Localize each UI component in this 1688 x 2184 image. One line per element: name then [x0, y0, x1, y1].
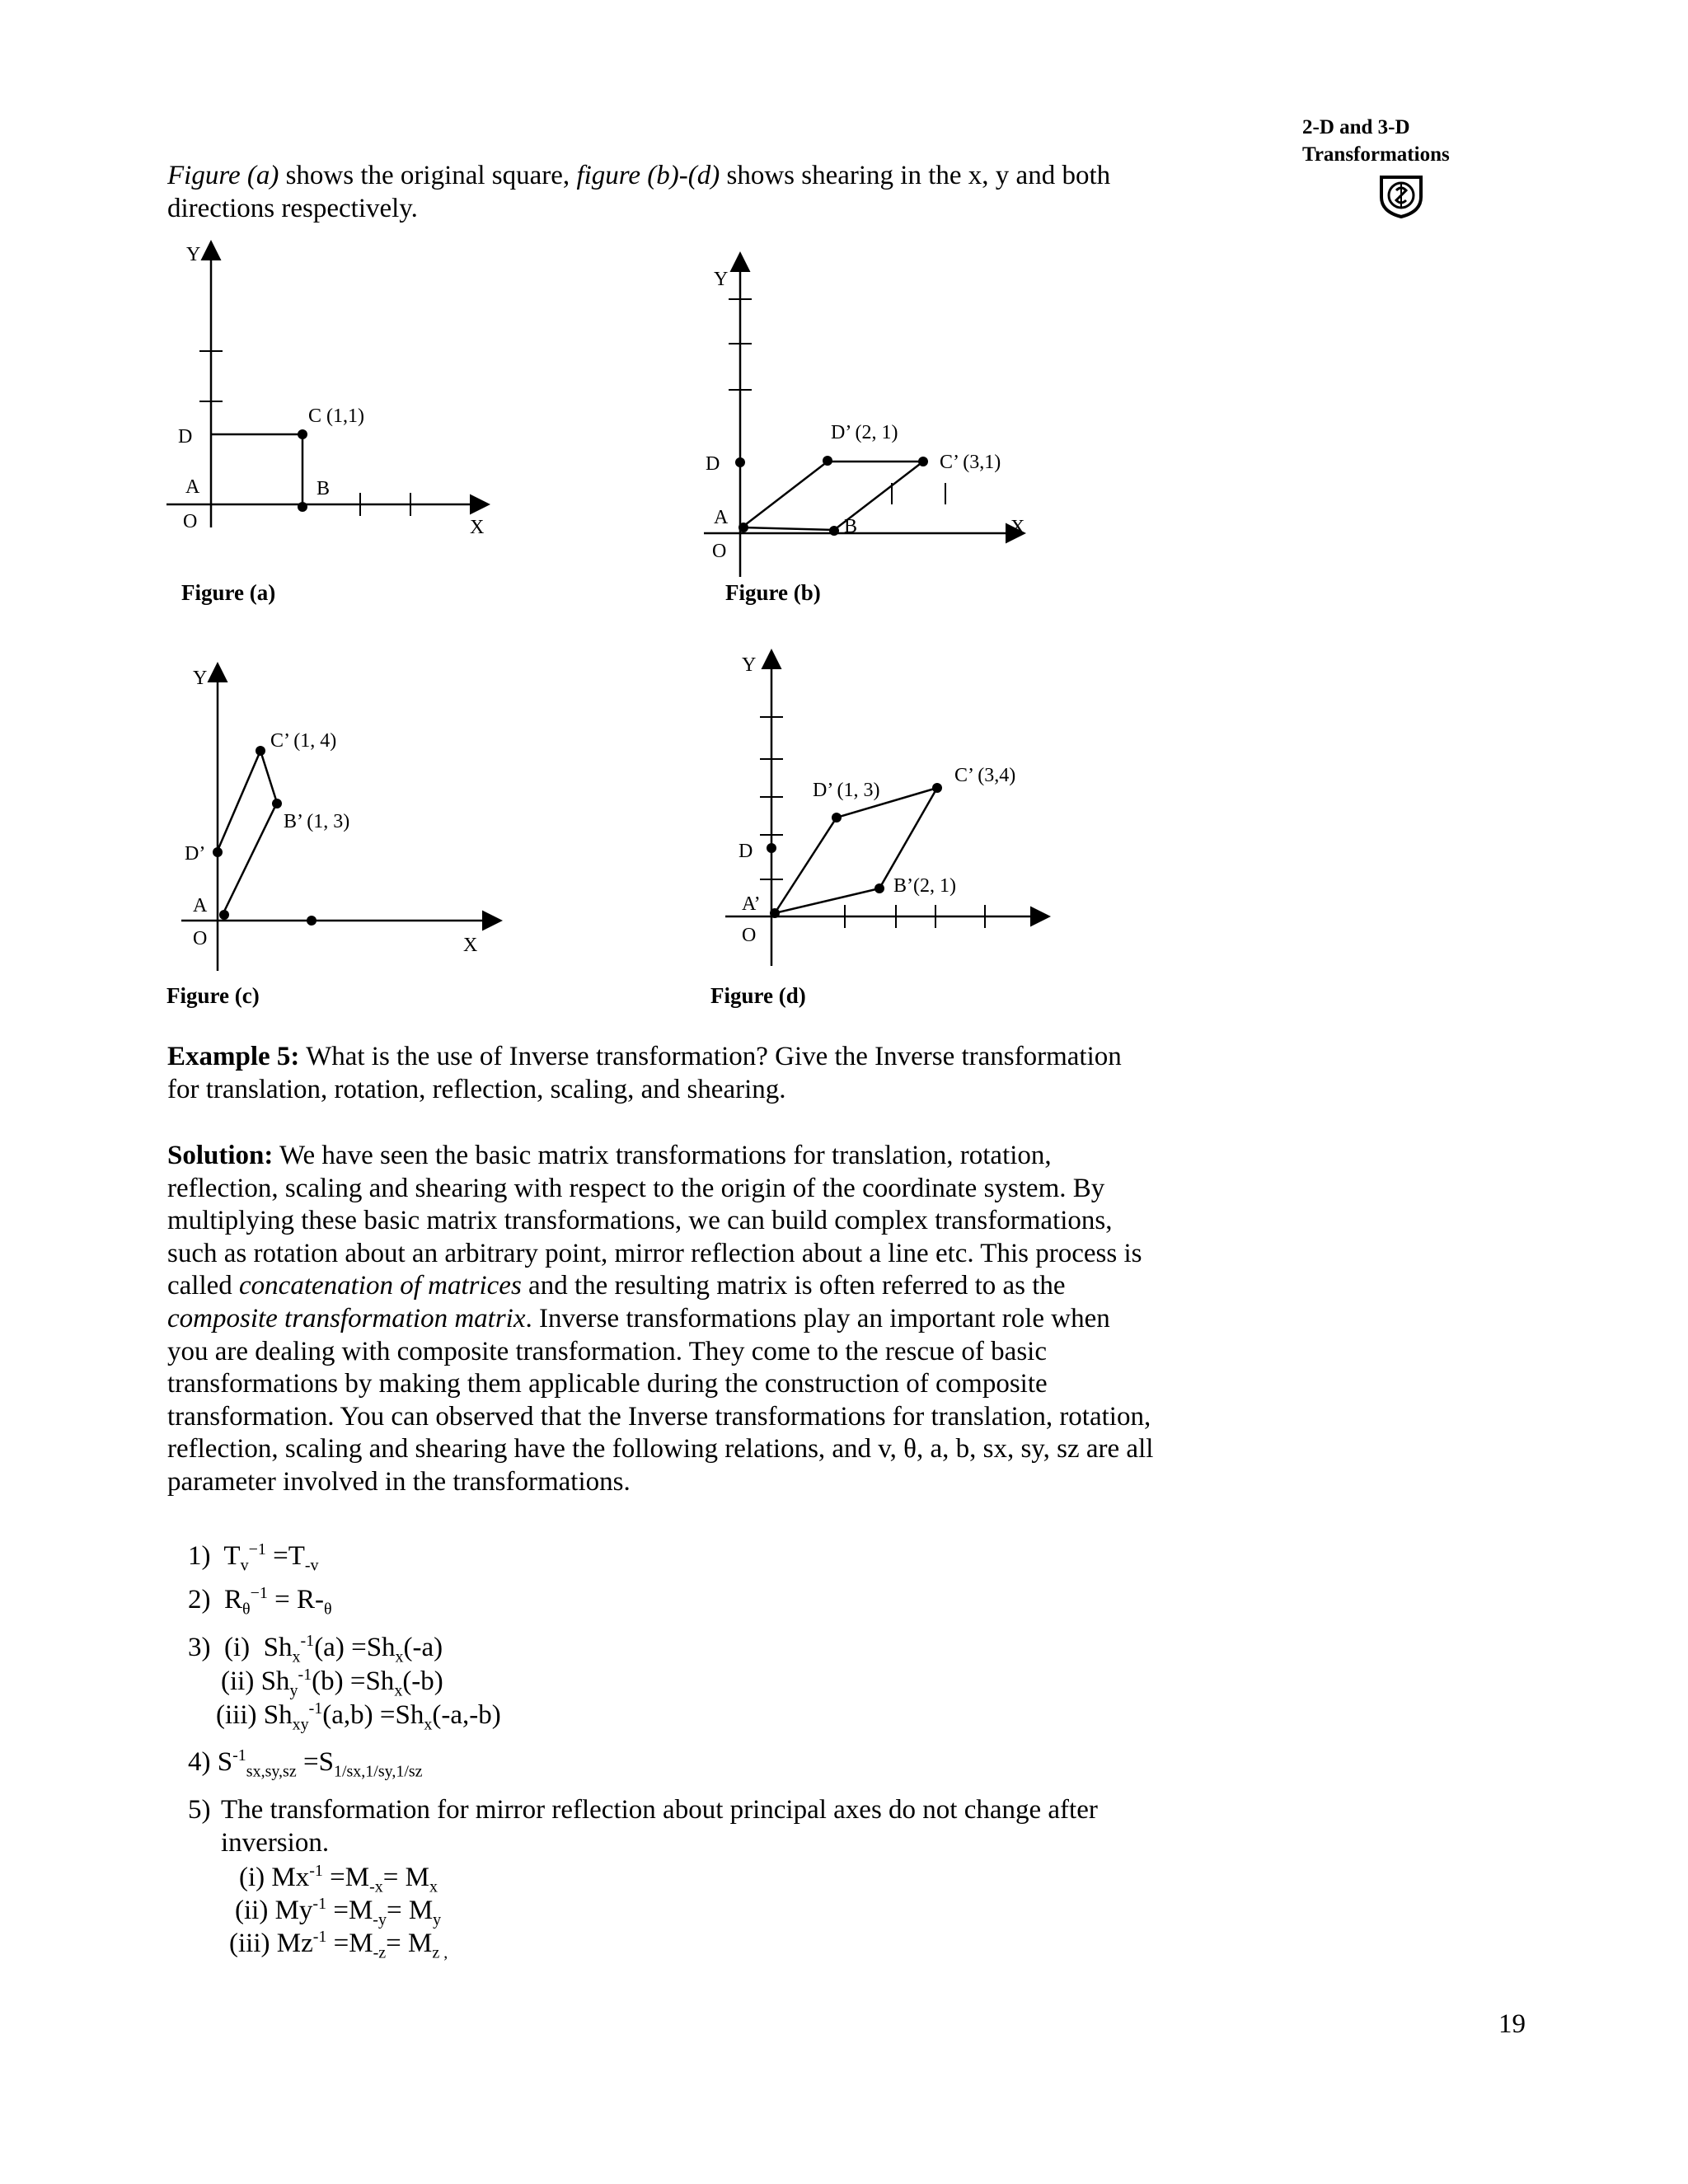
arg-2: (-a,-b)	[432, 1700, 501, 1730]
label-y: Y	[193, 668, 208, 689]
sub-1: -x	[369, 1877, 383, 1896]
label-b-prime: B’(2, 1)	[893, 875, 956, 897]
term-composite-matrix: composite transformation matrix	[167, 1303, 526, 1333]
label-x: X	[470, 517, 485, 538]
point-c	[298, 429, 307, 439]
formula-3i	[188, 1631, 443, 1664]
equals-r: = R-	[267, 1585, 325, 1615]
sub-params: sx,sy,sz	[246, 1762, 297, 1781]
solution-part-2: and the resulting matrix is often referred to as the	[521, 1271, 1066, 1301]
sheared-parallelogram	[742, 462, 923, 530]
sub-1: -y	[373, 1910, 387, 1929]
point-d	[767, 843, 776, 853]
formula-sublabel: (iii)	[216, 1700, 257, 1730]
figure-b	[692, 247, 1071, 610]
arg: (b)	[312, 1666, 344, 1696]
formula-5iii	[229, 1927, 448, 1960]
symbol-sh: Sh	[263, 1700, 293, 1730]
label-y: Y	[742, 654, 757, 676]
point-c-prime	[918, 457, 928, 466]
label-d: D	[738, 841, 753, 862]
point-b	[307, 916, 316, 926]
formula-4	[188, 1746, 423, 1779]
symbol-s: S	[217, 1747, 233, 1777]
symbol-t: T	[223, 1541, 241, 1571]
label-b: B	[316, 478, 331, 499]
label-b-prime: B’ (1, 3)	[284, 811, 350, 832]
formula-3ii	[221, 1665, 443, 1698]
example-label: Example 5:	[167, 1042, 300, 1071]
formula-number: 3)	[188, 1633, 211, 1662]
example-text: What is the use of Inverse transformation? Give the Inverse transformation for translation, rotation, reflection, scaling, and shearing.	[167, 1042, 1122, 1104]
formula-1	[188, 1540, 319, 1575]
label-o: O	[183, 511, 198, 532]
point-d	[735, 457, 745, 467]
sup-inverse: -1	[312, 1895, 327, 1913]
intro-text-2: shows shearing in the x, y and both directions respectively.	[167, 161, 1111, 223]
figure-c	[148, 651, 528, 1014]
solution-part-3: . Inverse transformations play an important role when you are dealing with composite transformation. They come to the rescue of basic transformations by making them applicable during the construction of composite transformation. You can observed that the Inverse transformations for translation, rotation, reflection, scaling and shearing have the following relations, and v, θ, a, b, sx, sy, sz are all parameter involved in the transformations.	[167, 1303, 1154, 1497]
sub: xy	[292, 1715, 309, 1734]
sub-2: z ,	[432, 1943, 448, 1962]
equals-m: =M	[322, 1863, 370, 1892]
equals-t: =T	[265, 1541, 305, 1571]
figure-d	[692, 643, 1071, 1022]
label-y: Y	[186, 244, 201, 265]
figure-a	[148, 231, 511, 610]
equals-m-2: = M	[382, 1863, 429, 1892]
solution-paragraph	[167, 1140, 1156, 1499]
label-d-prime: D’ (1, 3)	[813, 780, 880, 801]
solution-label: Solution:	[167, 1141, 274, 1170]
equals-sh: =Sh	[344, 1633, 396, 1662]
label-c-prime: C’ (3,1)	[940, 452, 1001, 473]
intro-fig-bd: figure (b)-(d)	[576, 161, 720, 190]
figure-b-caption: Figure (b)	[725, 580, 821, 605]
sub: x	[292, 1647, 301, 1666]
formula-number: 2)	[188, 1585, 211, 1615]
formula-sublabel: (i)	[224, 1633, 251, 1662]
university-emblem-icon	[1376, 169, 1426, 218]
label-d-prime: D’ (2, 1)	[831, 422, 898, 443]
solution-part-1: We have seen the basic matrix transformations for translation, rotation, reflection, scaling and shearing with respect to the origin of the coordinate system. By multiplying these basic matrix transformations, we can build complex transformations, such as rotation about an arbitrary point, mirror reflection about a line etc. This process is called	[167, 1141, 1142, 1301]
point-b-prime	[874, 883, 884, 893]
arg-2: (-a)	[403, 1633, 443, 1662]
sub-2: y	[433, 1910, 442, 1929]
term-concatenation: concatenation of matrices	[239, 1271, 522, 1301]
sub-theta: θ	[242, 1600, 251, 1619]
point-b	[298, 502, 307, 512]
point-d-prime	[213, 847, 223, 857]
sub-2: x	[394, 1681, 403, 1700]
sup-inverse: -1	[300, 1632, 315, 1650]
point-c-prime	[932, 783, 942, 793]
label-c: C (1,1)	[308, 405, 364, 427]
label-o: O	[193, 928, 208, 949]
figure-a-caption: Figure (a)	[181, 580, 276, 605]
formula-sublabel: (ii) My	[235, 1896, 313, 1925]
sub-2: x	[429, 1877, 438, 1896]
label-d: D	[178, 426, 193, 448]
arg: (a)	[314, 1633, 345, 1662]
formula-3iii	[216, 1699, 501, 1732]
formula-sublabel: (i) Mx	[239, 1863, 310, 1892]
formula-5ii	[235, 1894, 441, 1927]
equals-sh: =Sh	[343, 1666, 395, 1696]
formula-sublabel: (ii)	[221, 1666, 255, 1696]
formula-number: 5)	[188, 1795, 211, 1825]
sub-v: v	[240, 1556, 249, 1575]
sub-minus-v: -v	[304, 1556, 319, 1575]
label-y: Y	[714, 269, 729, 290]
point-b	[829, 526, 839, 536]
formula-5	[188, 1793, 1177, 1859]
formula-number: 1)	[188, 1541, 211, 1571]
label-c-prime: C’ (3,4)	[954, 765, 1016, 786]
label-d: D	[706, 453, 720, 475]
intro-paragraph	[167, 159, 1156, 225]
sheared-parallelogram	[218, 806, 288, 916]
sup-inverse: -1	[298, 1666, 312, 1684]
sup-inverse: -1	[232, 1746, 246, 1765]
formula-5i	[239, 1861, 438, 1894]
sub-1: -z	[373, 1943, 387, 1962]
point-b-prime	[272, 799, 282, 808]
arg: (a,b)	[322, 1700, 373, 1730]
equals-m-2: = M	[386, 1929, 433, 1958]
label-o: O	[742, 925, 757, 946]
label-a: A	[185, 476, 200, 498]
formula-sublabel: (iii) Mz	[229, 1929, 313, 1958]
label-a-prime: A’	[742, 893, 761, 915]
sup-inverse: -1	[308, 1699, 323, 1718]
sub: y	[289, 1681, 298, 1700]
label-o: O	[712, 541, 727, 562]
point-a	[219, 910, 229, 920]
figure-c-caption: Figure (c)	[166, 983, 260, 1008]
sub-2: x	[424, 1715, 433, 1734]
point-d-prime	[832, 813, 842, 823]
unit-header	[1302, 114, 1484, 168]
label-a: A	[714, 507, 729, 528]
label-x: X	[1010, 517, 1025, 538]
header-line-2: Transformations	[1302, 143, 1450, 166]
label-b: B	[844, 516, 858, 537]
square-outline	[211, 434, 302, 509]
label-x: X	[463, 935, 478, 956]
sup-inverse: -1	[309, 1862, 323, 1880]
sub-reciprocal: 1/sx,1/sy,1/sz	[333, 1762, 423, 1781]
equals-sh: =Sh	[373, 1700, 424, 1730]
symbol-sh: Sh	[263, 1633, 293, 1662]
label-c-prime: C’ (1, 4)	[270, 730, 337, 752]
example-5	[167, 1040, 1156, 1106]
formula-2	[188, 1583, 332, 1619]
header-line-1: 2-D and 3-D	[1302, 116, 1410, 138]
symbol-sh: Sh	[260, 1666, 290, 1696]
point-c-prime	[256, 746, 265, 756]
intro-text-1: shows the original square,	[279, 161, 577, 190]
sup-inverse: -1	[312, 1928, 327, 1946]
sub-theta-2: θ	[324, 1600, 332, 1619]
equals-s: =S	[296, 1747, 334, 1777]
equals-m: =M	[326, 1896, 373, 1925]
label-a: A	[193, 895, 208, 916]
page-number: 19	[1498, 2009, 1526, 2039]
equals-m-2: = M	[386, 1896, 434, 1925]
sup-inverse: −1	[250, 1584, 268, 1602]
formula-5-text: The transformation for mirror reflection about principal axes do not change after inversion.	[221, 1795, 1098, 1858]
point-a	[738, 523, 748, 532]
intro-fig-a: Figure (a)	[167, 161, 279, 190]
label-d-prime: D’	[185, 843, 206, 865]
sup-inverse: −1	[248, 1540, 266, 1558]
figure-d-caption: Figure (d)	[710, 983, 806, 1008]
parallelogram-edges	[218, 751, 277, 915]
equals-m: =M	[326, 1929, 373, 1958]
arg-2: (-b)	[402, 1666, 443, 1696]
formula-number: 4)	[188, 1747, 211, 1777]
point-a-prime	[770, 908, 780, 918]
sub-2: x	[395, 1647, 404, 1666]
point-d-prime	[823, 456, 832, 466]
symbol-r: R	[224, 1585, 243, 1615]
